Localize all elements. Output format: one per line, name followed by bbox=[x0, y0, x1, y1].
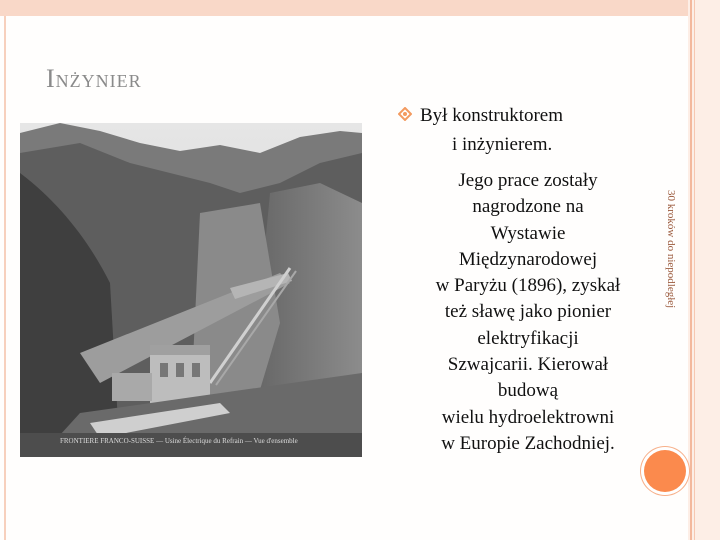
photo-illustration bbox=[20, 123, 362, 457]
top-decorative-bar bbox=[0, 0, 720, 16]
side-caption: 30 kroków do niepodległej bbox=[665, 190, 677, 309]
body-line: wielu hydroelektrowni bbox=[441, 406, 615, 428]
left-decorative-line bbox=[4, 16, 6, 540]
bullet-marker-icon bbox=[398, 107, 412, 121]
body-line: budową bbox=[497, 380, 559, 402]
body-line: Międzynarodowej bbox=[458, 248, 598, 270]
bullet-line-2: i inżynierem. bbox=[452, 134, 553, 155]
body-paragraph bbox=[384, 168, 672, 457]
historical-photo bbox=[20, 123, 362, 457]
body-line: też sławę jako pionier bbox=[444, 301, 612, 323]
right-decorative-panel bbox=[688, 0, 720, 540]
slide-title: Inżynier bbox=[46, 64, 142, 93]
body-line: nagrodzone na bbox=[472, 196, 584, 218]
bullet-line-1: Był konstruktorem bbox=[420, 105, 564, 126]
right-decorative-line-thin bbox=[694, 0, 695, 540]
body-line: Jego prace zostały bbox=[458, 170, 598, 191]
orange-circle-icon bbox=[644, 450, 686, 492]
photo-caption: FRONTIERE FRANCO-SUISSE — Usine Électrique du Refrain — Vue d'ensemble bbox=[60, 437, 298, 445]
body-line: w Europie Zachodniej. bbox=[441, 432, 615, 454]
body-line: Wystawie bbox=[490, 222, 566, 244]
body-line: elektryfikacji bbox=[477, 327, 579, 349]
right-decorative-line bbox=[690, 0, 692, 540]
body-line: w Paryżu (1896), zyskał bbox=[435, 275, 621, 297]
body-line: Szwajcarii. Kierował bbox=[447, 354, 609, 376]
